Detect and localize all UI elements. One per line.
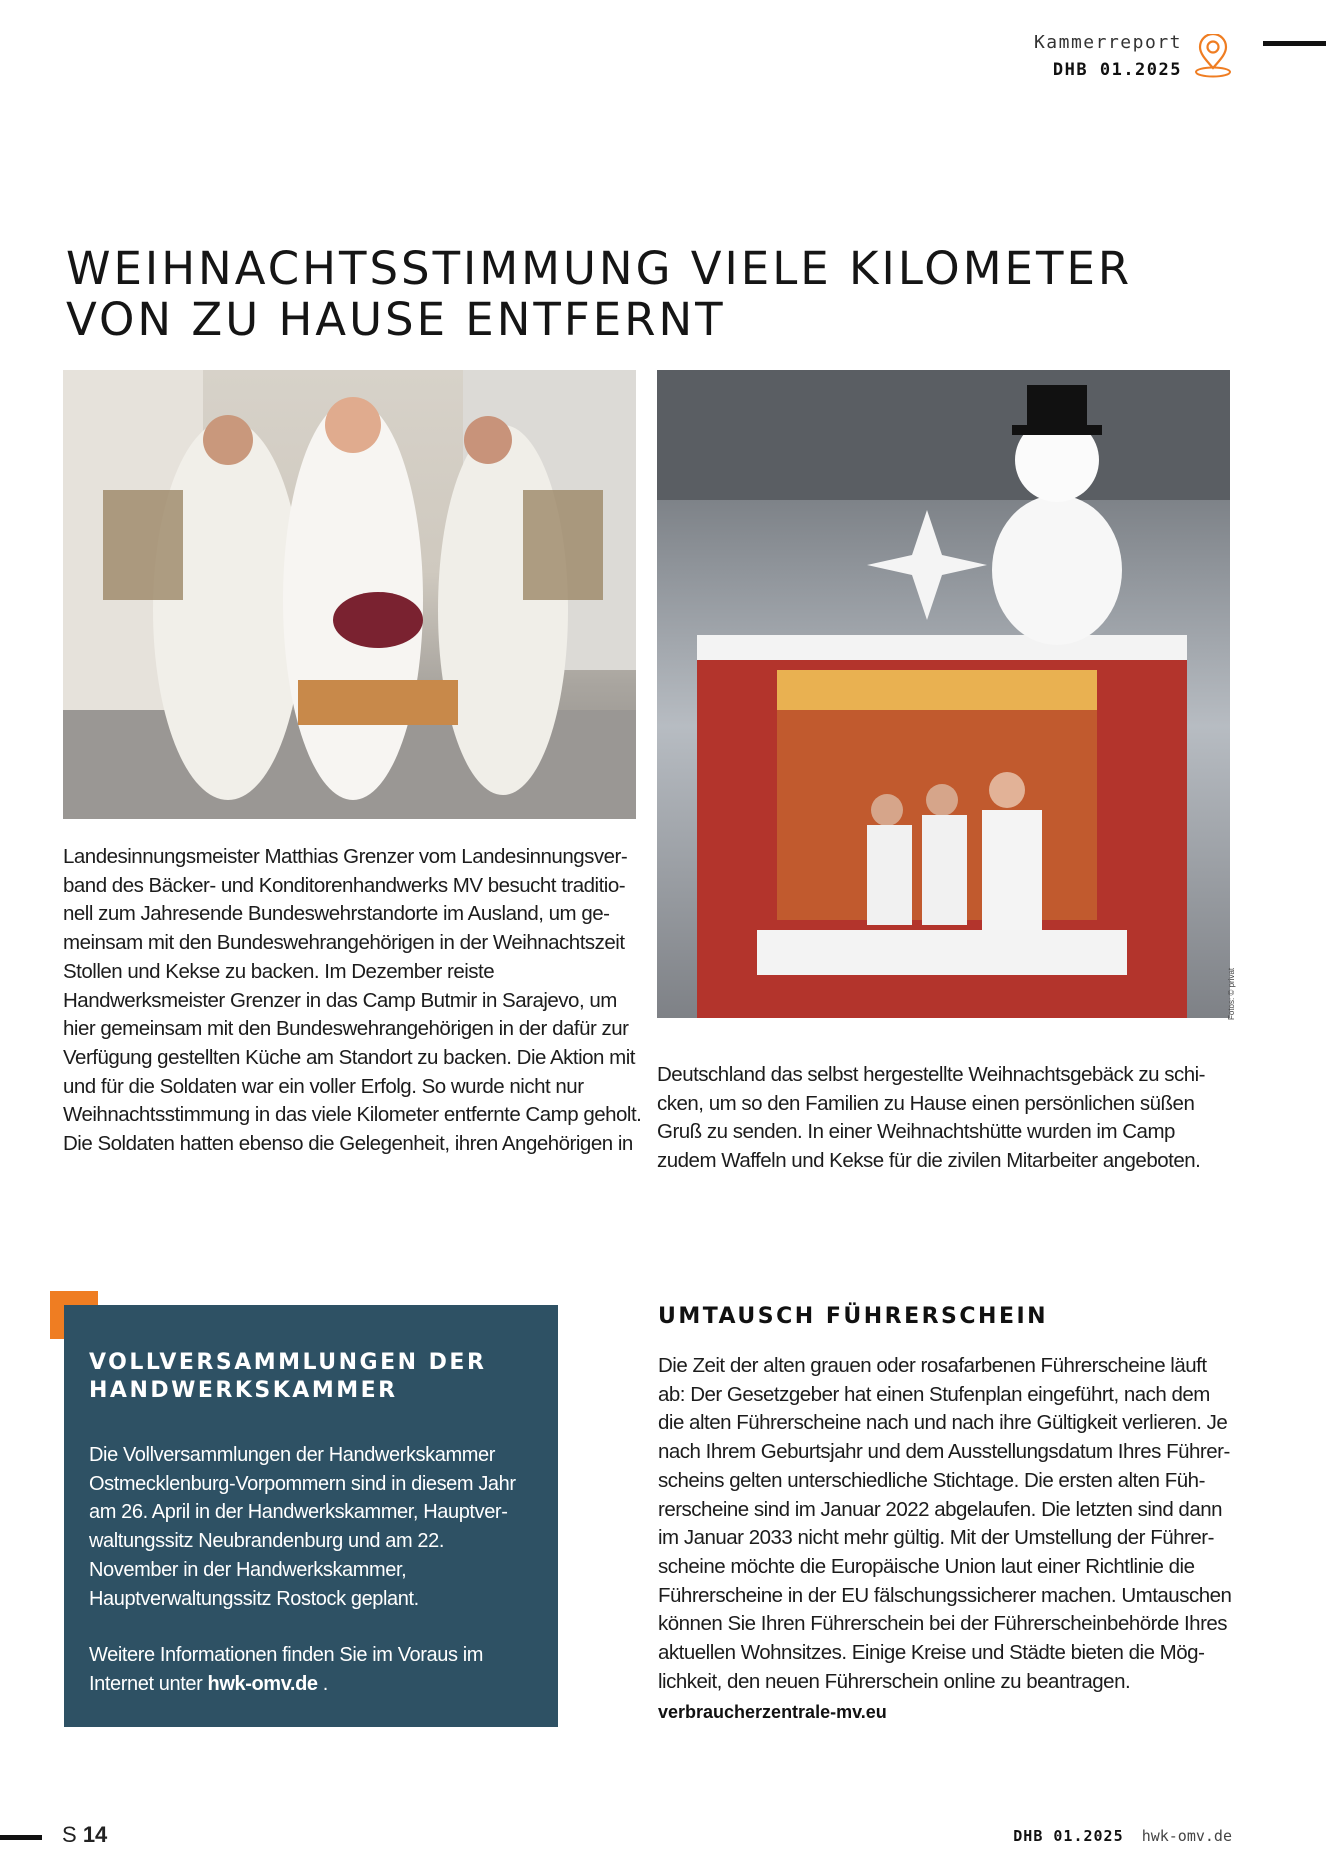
footer-rule xyxy=(0,1835,42,1840)
title-line-1: WEIHNACHTSSTIMMUNG VIELE KILOMETER xyxy=(66,242,1133,295)
section-label: Kammerreport xyxy=(1033,32,1182,53)
side-article-title: UMTAUSCH FÜHRERSCHEIN xyxy=(658,1304,1049,1329)
info-box-body: Die Vollversammlungen der Handwerkskammer Ostmecklenburg-Vorpommern sind in diesem Jahr am 26. April in der Handwerkskammer, Hauptverwaltungssitz Neubrandenburg und am 22. November in der Handwerkskammer, Hauptverwaltungssitz Rostock geplant. xyxy=(89,1444,516,1610)
photo-christmas-hut xyxy=(657,370,1230,1018)
side-article-body: Die Zeit der alten grauen oder rosafarbenen Führerscheine läuft ab: Der Gesetzgeber hat einen Stufenplan eingeführt, nach dem die alten Führerscheine nach und nach ihre Gültigkeit verlieren. Je nach Ihrem Geburtsjahr und dem Ausstellungsdatum Ihres Führerscheins gelten unterschiedliche Stichtage. Die ersten alten Führerscheine sind im Januar 2022 abgelaufen. Die letzten sind dann im Januar 2033 nicht mehr gültig. Mit der Umstellung der Führerscheine möchte die Europäische Union laut einer Richtlinie die Führerscheine in der EU fälschungssicherer machen. Umtauschen können Sie Ihren Führerschein bei der Führerscheinbehörde Ihres aktuellen Wohnsitzes. Einige Kreise und Städte bieten die Möglichkeit, den neuen Führerschein online zu beantragen. xyxy=(658,1354,1232,1693)
location-pin-icon xyxy=(1192,34,1234,82)
footer-site-link[interactable]: hwk-omv.de xyxy=(1141,1827,1232,1845)
info-box-more-text: Weitere Informationen finden Sie im Voraus im Internet unter xyxy=(89,1644,484,1695)
side-article xyxy=(658,1303,1238,1724)
info-box-more xyxy=(89,1641,533,1698)
verbraucherzentrale-link[interactable]: verbraucherzentrale-mv.eu xyxy=(658,1702,887,1723)
article-title xyxy=(66,243,1216,345)
info-box xyxy=(64,1305,558,1727)
header-rule xyxy=(1263,41,1326,46)
article-body-right: Deutschland das selbst hergestellte Weihnachtsgebäck zu schicken, um so den Familien zu Hause einen persönlichen süßen Gruß zu senden. In einer Weihnachtshütte wurden im Camp zudem Waffeln und Kekse für die zivilen Mitarbeiter angeboten. xyxy=(657,1063,1206,1173)
info-box-title xyxy=(89,1349,533,1405)
photo-bakers-kitchen xyxy=(63,370,636,819)
page-number xyxy=(62,1822,107,1848)
footer-right xyxy=(960,1827,1232,1845)
photo-credit: Fotos: © privat xyxy=(1227,967,1236,1020)
title-line-2: VON ZU HAUSE ENTFERNT xyxy=(66,293,726,346)
info-box-title-line-2: HANDWERKSKAMMER xyxy=(89,1378,398,1403)
info-box-more-suffix: . xyxy=(317,1672,328,1695)
info-box-title-line-1: VOLLVERSAMMLUNGEN DER xyxy=(89,1350,487,1375)
page-prefix: S xyxy=(62,1822,77,1847)
article-body-left: Landesinnungsmeister Matthias Grenzer vom Landesinnungsverband des Bäcker- und Konditorenhandwerks MV besucht traditionell zum Jahresende Bundeswehrstandorte im Ausland, um gemeinsam mit den Bundeswehrangehörigen in der Weihnachtszeit Stollen und Kekse zu backen. Im Dezember reiste Handwerksmeister Grenzer in das Camp Butmir in Sarajevo, um hier gemeinsam mit den Bundeswehrangehörigen in der dafür zur Verfügung gestellten Küche am Standort zu backen. Die Aktion mit und für die Soldaten war ein voller Erfolg. So wurde nicht nur Weihnachtsstimmung in das viele Kilometer entfernte Camp geholt. Die Soldaten hatten ebenso die Gelegenheit, ihren Angehörigen in xyxy=(63,845,642,1156)
page-number-value: 14 xyxy=(82,1822,108,1847)
footer-issue: DHB 01.2025 xyxy=(1013,1827,1124,1845)
hwk-link[interactable]: hwk-omv.de xyxy=(207,1672,318,1695)
issue-label: DHB 01.2025 xyxy=(1052,60,1182,80)
